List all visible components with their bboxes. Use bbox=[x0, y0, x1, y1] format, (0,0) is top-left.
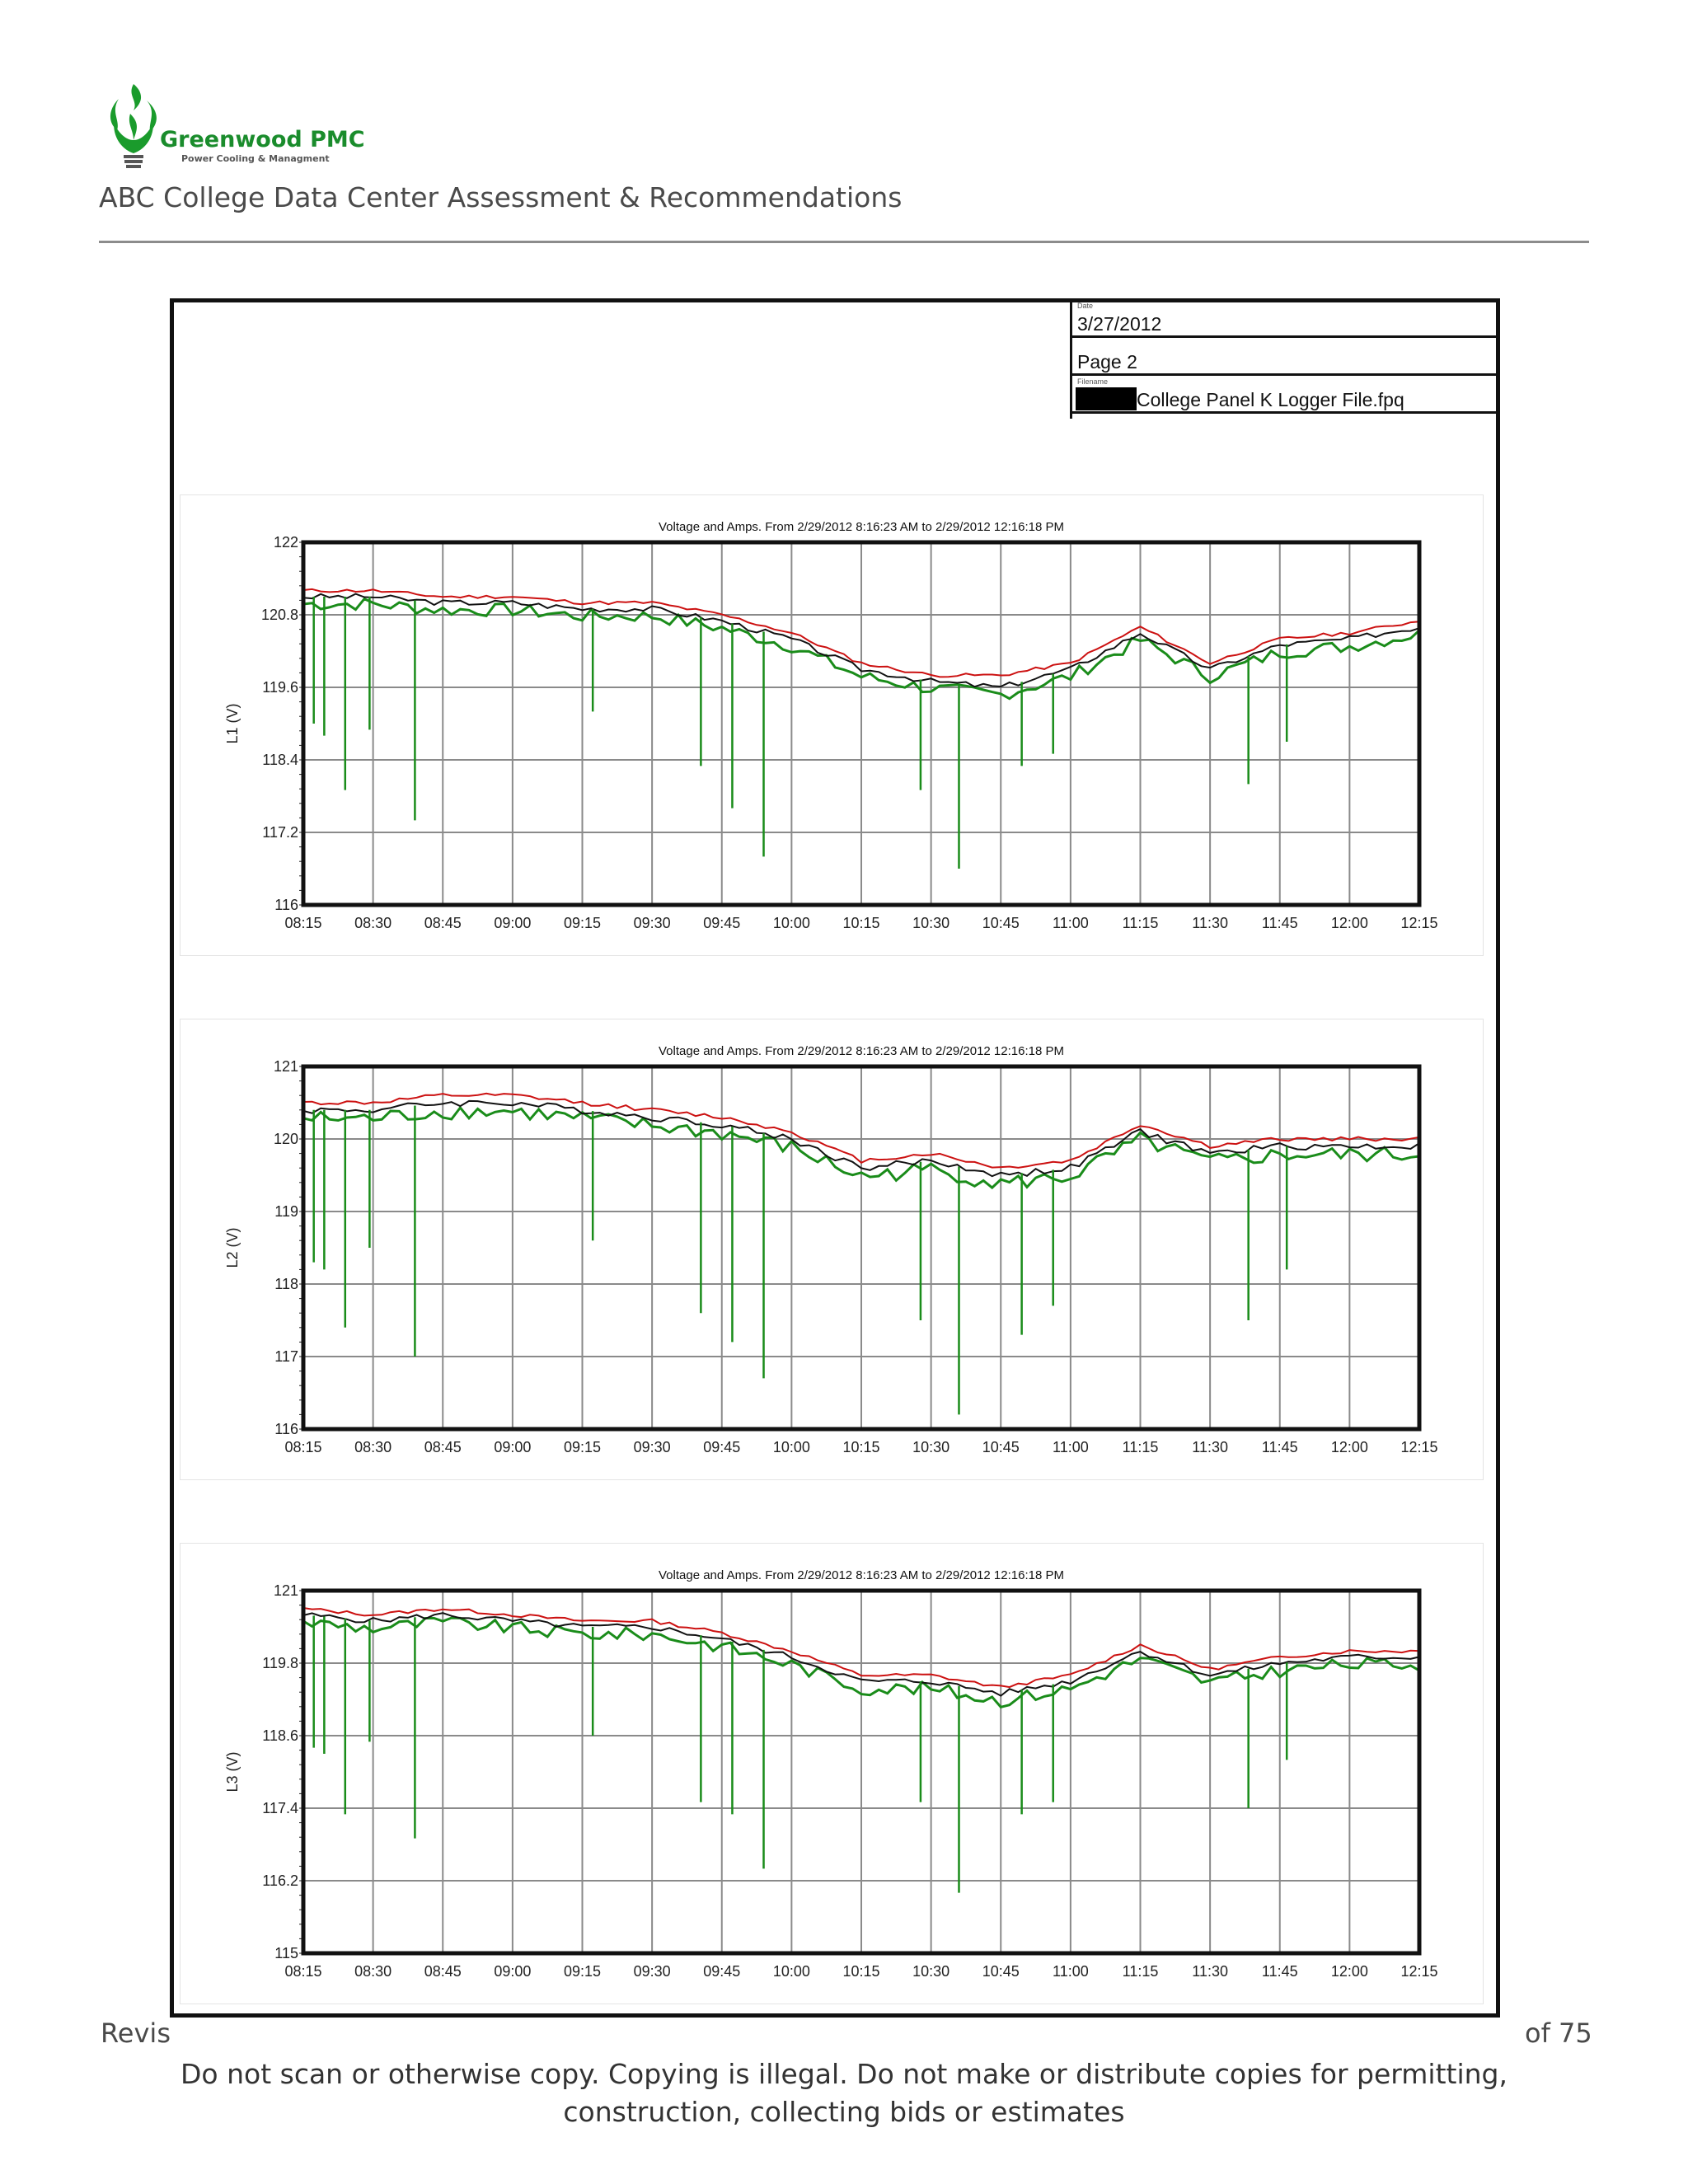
chart-panel-l1 bbox=[180, 494, 1484, 972]
info-filename-cell bbox=[1072, 376, 1499, 414]
y-tick-label: 119 bbox=[274, 1203, 298, 1220]
y-tick-label: 118.6 bbox=[262, 1727, 298, 1744]
chart-panel-l3 bbox=[180, 1543, 1484, 2021]
x-tick-label: 12:00 bbox=[1330, 1963, 1368, 1980]
x-tick-label: 10:15 bbox=[842, 1963, 880, 1980]
x-tick-label: 10:15 bbox=[842, 915, 880, 931]
info-date-cell bbox=[1072, 300, 1499, 338]
chart-panel-background bbox=[180, 1543, 1484, 2004]
x-tick-label: 09:30 bbox=[633, 915, 671, 931]
x-tick-label: 11:00 bbox=[1053, 1963, 1089, 1980]
x-tick-label: 09:15 bbox=[563, 915, 602, 931]
x-tick-label: 08:45 bbox=[424, 1963, 462, 1980]
y-tick-label: 116.2 bbox=[262, 1872, 298, 1889]
x-tick-label: 09:45 bbox=[703, 1439, 741, 1455]
x-tick-label: 09:00 bbox=[494, 1439, 532, 1455]
x-tick-label: 10:15 bbox=[842, 1439, 880, 1455]
chart-panel-background bbox=[180, 1019, 1484, 1480]
x-tick-label: 10:45 bbox=[982, 1963, 1020, 1980]
x-tick-label: 11:30 bbox=[1192, 915, 1228, 931]
x-tick-label: 09:45 bbox=[703, 1963, 741, 1980]
x-tick-label: 10:30 bbox=[912, 1439, 950, 1455]
y-tick-label: 116 bbox=[274, 897, 298, 913]
x-tick-label: 08:45 bbox=[424, 1439, 462, 1455]
x-tick-label: 10:00 bbox=[772, 1439, 810, 1455]
x-tick-label: 08:15 bbox=[284, 915, 322, 931]
logo-tagline: Power Cooling & Managment bbox=[181, 153, 330, 164]
x-tick-label: 10:30 bbox=[912, 915, 950, 931]
chart-l1 bbox=[180, 494, 1484, 956]
x-tick-label: 11:30 bbox=[1192, 1963, 1228, 1980]
logo-name: Greenwood PMC bbox=[160, 127, 365, 152]
chart-title: Voltage and Amps. From 2/29/2012 8:16:23 AM to 2/29/2012 12:16:18 PM bbox=[658, 1044, 1065, 1058]
y-axis-label: L2 (V) bbox=[224, 1227, 241, 1268]
y-tick-label: 121 bbox=[273, 1582, 298, 1599]
x-tick-label: 08:30 bbox=[354, 1439, 392, 1455]
chart-l3 bbox=[180, 1543, 1484, 2004]
document-title: ABC College Data Center Assessment & Recommendations bbox=[99, 181, 903, 213]
y-tick-label: 119.6 bbox=[262, 679, 298, 696]
x-tick-label: 09:30 bbox=[633, 1439, 671, 1455]
info-page-cell bbox=[1072, 338, 1499, 376]
x-tick-label: 09:15 bbox=[563, 1963, 602, 1980]
x-tick-label: 10:00 bbox=[772, 915, 810, 931]
x-tick-label: 09:00 bbox=[494, 1963, 532, 1980]
y-axis-label: L3 (V) bbox=[224, 1751, 241, 1793]
chart-panel-background bbox=[180, 494, 1484, 956]
info-page: Page 2 bbox=[1077, 351, 1137, 373]
info-filename-caption: Filename bbox=[1077, 377, 1109, 386]
x-tick-label: 09:15 bbox=[563, 1439, 602, 1455]
header-divider bbox=[99, 241, 1589, 243]
x-tick-label: 09:45 bbox=[703, 915, 741, 931]
y-tick-label: 117.4 bbox=[262, 1800, 298, 1816]
footer-revision: Revis bbox=[101, 2018, 171, 2049]
y-tick-label: 120 bbox=[273, 1131, 298, 1147]
y-tick-label: 116 bbox=[274, 1421, 298, 1437]
company-logo bbox=[97, 81, 394, 173]
chart-title: Voltage and Amps. From 2/29/2012 8:16:23 AM to 2/29/2012 12:16:18 PM bbox=[658, 1568, 1065, 1582]
info-date-caption: Date bbox=[1077, 302, 1094, 310]
y-tick-label: 122 bbox=[273, 534, 298, 551]
y-tick-label: 118.4 bbox=[262, 752, 298, 768]
x-tick-label: 11:15 bbox=[1122, 915, 1159, 931]
y-axis-label: L1 (V) bbox=[224, 703, 241, 744]
x-tick-label: 09:30 bbox=[633, 1963, 671, 1980]
x-tick-label: 11:30 bbox=[1192, 1439, 1228, 1455]
x-tick-label: 12:00 bbox=[1330, 1439, 1368, 1455]
chart-panel-l2 bbox=[180, 1019, 1484, 1497]
footer-page-count: of 75 bbox=[1525, 2018, 1592, 2049]
x-tick-label: 11:45 bbox=[1261, 915, 1298, 931]
x-tick-label: 12:15 bbox=[1400, 1963, 1438, 1980]
x-tick-label: 10:00 bbox=[772, 1963, 810, 1980]
x-tick-label: 08:15 bbox=[284, 1439, 322, 1455]
info-filename: College Panel K Logger File.fpq bbox=[1137, 389, 1404, 410]
y-tick-label: 118 bbox=[274, 1276, 298, 1292]
x-tick-label: 12:00 bbox=[1330, 915, 1368, 931]
x-tick-label: 10:45 bbox=[982, 915, 1020, 931]
x-tick-label: 11:00 bbox=[1053, 915, 1089, 931]
info-box bbox=[1070, 300, 1499, 419]
copy-notice: Do not scan or otherwise copy. Copying is illegal. Do not make or distribute copies for permitting, construction, collecting bids or estimates bbox=[181, 2058, 1507, 2128]
x-tick-label: 11:00 bbox=[1053, 1439, 1089, 1455]
x-tick-label: 11:45 bbox=[1261, 1963, 1298, 1980]
y-tick-label: 121 bbox=[273, 1058, 298, 1075]
x-tick-label: 08:30 bbox=[354, 915, 392, 931]
x-tick-label: 11:45 bbox=[1261, 1439, 1298, 1455]
x-tick-label: 09:00 bbox=[494, 915, 532, 931]
x-tick-label: 12:15 bbox=[1400, 915, 1438, 931]
x-tick-label: 12:15 bbox=[1400, 1439, 1438, 1455]
x-tick-label: 08:15 bbox=[284, 1963, 322, 1980]
chart-l2 bbox=[180, 1019, 1484, 1480]
redaction-block bbox=[1076, 387, 1137, 410]
flame-bulb-icon bbox=[97, 81, 394, 173]
x-tick-label: 08:45 bbox=[424, 915, 462, 931]
x-tick-label: 10:30 bbox=[912, 1963, 950, 1980]
y-tick-label: 117 bbox=[274, 1348, 298, 1365]
x-tick-label: 11:15 bbox=[1122, 1439, 1159, 1455]
x-tick-label: 11:15 bbox=[1122, 1963, 1159, 1980]
info-date: 3/27/2012 bbox=[1077, 313, 1162, 335]
y-tick-label: 120.8 bbox=[260, 607, 298, 623]
chart-title: Voltage and Amps. From 2/29/2012 8:16:23 AM to 2/29/2012 12:16:18 PM bbox=[658, 520, 1065, 534]
x-tick-label: 10:45 bbox=[982, 1439, 1020, 1455]
y-tick-label: 115 bbox=[274, 1945, 298, 1961]
y-tick-label: 117.2 bbox=[262, 824, 298, 841]
y-tick-label: 119.8 bbox=[262, 1655, 298, 1671]
x-tick-label: 08:30 bbox=[354, 1963, 392, 1980]
